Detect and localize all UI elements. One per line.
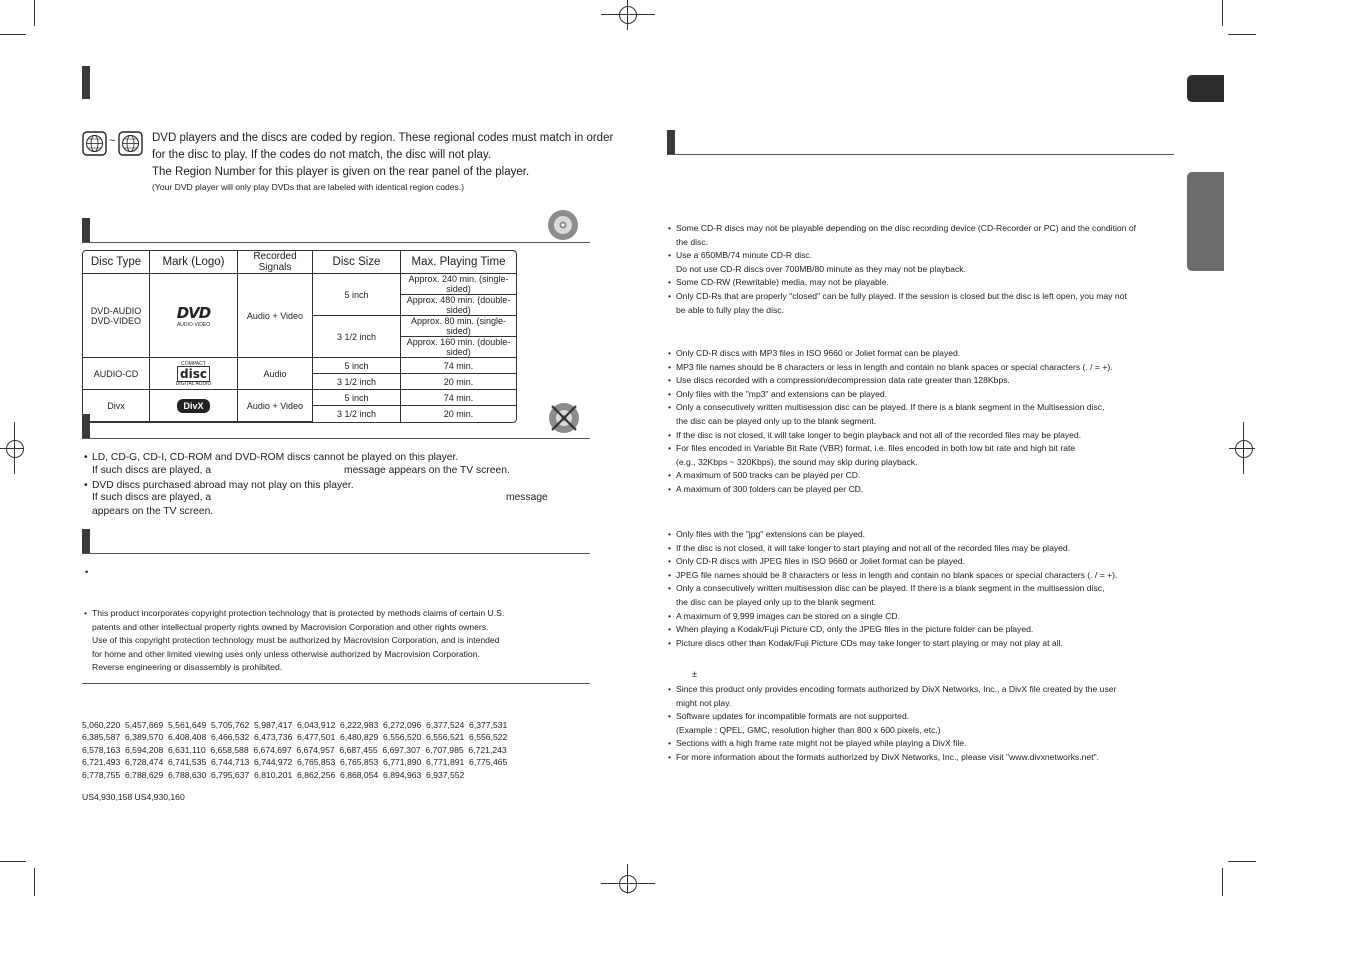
crop-mark [1222,868,1223,896]
mp3-bullet: • For files encoded in Variable Bit Rate (VBR) format, i.e. files encoded in both low bit rate and high bit rate (e.g., 32Kbps ~ 320Kbps), the sound may skip during playback. [668,443,1076,467]
registration-mark-icon [6,440,24,458]
divx-bullet: • Sections with a high frame rate might not be played while playing a DivX file. [668,738,967,749]
disc-type-cell: DVD-AUDIO DVD-VIDEO [83,274,150,358]
region-text-2: for the disc to play. If the codes do not match, the disc will not play. [152,149,491,161]
time-cell: 74 min. [401,390,516,406]
mp3-bullet: • Only CD-R discs with MP3 files in ISO 9660 or Joliet format can be played. [668,348,961,358]
section-bar [667,130,675,154]
size-cell: 5 inch [313,390,401,406]
region-text-3: The Region Number for this player is given on the rear panel of the player. [152,166,530,178]
mp3-bullet: • Only a consecutively written multisession disc can be played. If there is a blank segment in the Multisession disc, the disc can be played only up to the blank segment. [668,402,1105,426]
table-header-row [83,251,516,274]
no-disc-icon [547,401,581,435]
crop-mark [1228,34,1256,35]
unplayable-line-2b-a: If such discs are played, a [92,492,212,503]
disc-type-cell: Divx [83,390,150,422]
registration-mark-icon [1235,440,1253,458]
jpeg-bullet: • When playing a Kodak/Fuji Picture CD, only the JPEG files in the picture folder can be played. [668,624,1034,635]
table-row [83,274,516,295]
registration-line [601,14,655,15]
unplayable-line-1b-a: If such discs are played, a [92,465,212,476]
unplayable-line-2b-b: message [506,492,548,503]
section-rule [82,683,590,684]
section-bar [82,66,90,99]
time-cell: 20 min. [401,374,516,390]
jpeg-bullet: • If the disc is not closed, it will take longer to start playing and not all of the recorded files may be played. [668,542,1071,553]
region-separator: ~ [109,135,116,147]
header-mark-logo: Mark (Logo) [150,251,238,274]
section-bar [82,218,90,242]
size-cell: 5 inch [313,358,401,374]
disc-type-cell: AUDIO-CD [83,358,150,390]
mp3-bullet: • A maximum of 300 folders can be played per CD. [668,484,864,494]
header-disc-size: Disc Size [313,251,401,274]
unplayable-bullet-1: • LD, CD-G, CD-I, CD-ROM and DVD-ROM discs cannot be played on this player. [84,452,459,463]
jpeg-bullet: • A maximum of 9,999 images can be stored on a single CD. [668,610,901,621]
crop-mark [0,34,26,35]
page-tab-marker [1187,75,1224,102]
registration-line [627,864,628,894]
registration-line [627,0,628,30]
crop-mark [34,0,35,26]
registration-mark-icon [619,6,637,24]
registration-line [0,448,24,449]
us-patents: US4,930,158 US4,930,160 [82,792,185,802]
mp3-bullet: • MP3 file names should be 8 characters or less in length and contain no blank spaces or special characters (. / = +). [668,361,1113,372]
section-bar [82,529,90,553]
crop-mark [0,861,26,862]
section-bar [82,414,90,438]
mp3-bullet: • Use discs recorded with a compression/decompression data rate greater than 128Kbps. [668,375,1010,386]
macrovision-text: • This product incorporates copyright protection technology that is protected by methods claims of certain U.S. patents and other intellectual property rights owned by Macrovision Corporation and other rights owners. Use of this copyright protection technology must be authorized by Macrovision Corporation, and is intended for home and other limited viewing uses only unless otherwise authorized by Macrovision Corporation. Reverse engineering or disassembly is prohibited. [84,608,505,673]
time-cell: Approx. 480 min. (double-sided) [401,295,516,316]
disc-icon [547,209,579,241]
time-cell: 20 min. [443,409,474,419]
region-text-1: DVD players and the discs are coded by region. These regional codes must match in order [152,132,614,144]
time-cell: 74 min. [401,358,516,374]
mp3-bullet: • Only files with the "mp3" and extensions can be played. [668,388,888,399]
crop-mark [1228,861,1256,862]
size-cell: 3 1/2 inch [313,316,401,358]
signals-cell: Audio + Video [238,390,313,422]
jpeg-bullet: • Only a consecutively written multisession disc can be played. If there is a blank segment in the multisession disc, the disc can be played only up to the blank segment. [668,583,1105,607]
signals-cell: Audio + Video [238,274,313,358]
registration-line [601,883,655,884]
crop-mark [1222,0,1223,26]
dvd-logo: DVD AUDIO·VIDEO [150,274,238,358]
table-row [83,358,516,374]
cdr-bullet: • Some CD-RW (Rewritable) media, may not be playable. [668,277,889,288]
section-rule [82,438,590,439]
signals-cell: Audio [238,358,313,390]
crop-mark [34,868,35,896]
time-cell: Approx. 240 min. (single-sided) [401,274,516,295]
section-rule [82,553,590,554]
time-cell: Approx. 160 min. (double-sided) [401,337,516,358]
table-row [83,390,516,406]
divx-bullet: • Software updates for incompatible formats are not supported. (Example : QPEL, GMC, resolution higher than 800 x 600 pixels, etc.) [668,711,941,735]
jpeg-bullet: • Picture discs other than Kodak/Fuji Picture CDs may take longer to start playing or may not play at all. [668,637,1063,648]
jpeg-bullet: • Only files with the "jpg" extensions can be played. [668,529,866,539]
patent-numbers: 5,060,220 5,457,669 5,561,649 5,705,762 5,987,417 6,043,912 6,222,983 6,272,096 6,377,524 6,377,531 6,385,587 6,389,570 6,408,408 6,466,532 6,473,736 6,477,501 6,480,829 6,556,520 6,556,521 6,556,522 6,578,163 6,594,208 6,631,110 6,658,588 6,674,697 6,674,957 6,687,455 6,697,307 6,707,985 6,721,243 6,721,493 6,728,474 6,741,535 6,744,713 6,744,972 6,765,853 6,765,853 6,771,890 6,771,891 6,775,465 6,778,755 6,788,629 6,788,630 6,795,637 6,810,201 6,862,256 6,868,054 6,894,963 6,937,552 [82,719,508,780]
registration-line [14,422,15,474]
divx-bullet: • For more information about the formats authorized by DivX Networks, Inc., please visit "www.divxnetworks.net". [668,752,1100,762]
jpeg-bullet: • Only CD-R discs with JPEG files in ISO 9660 or Joliet format can be played. [668,556,965,567]
registration-line [1229,448,1255,449]
registration-mark-icon [619,875,637,893]
unplayable-line-1b-b: message appears on the TV screen. [344,465,510,476]
cdr-bullet: • Some CD-R discs may not be playable depending on the disc recording device (CD-Recorder or PC) and the condition of the disc. [668,223,1137,247]
unplayable-line-2c: appears on the TV screen. [92,506,214,517]
header-disc-type: Disc Type [83,251,150,274]
divx-symbol: ± [692,669,697,679]
divx-logo: DivX [150,390,238,422]
cdr-bullet: • Use a 650MB/74 minute CD-R disc. Do not use CD-R discs over 700MB/80 minute as they may not be playback. [668,250,966,274]
section-rule [82,242,590,243]
header-recorded-signals: Recorded Signals [238,251,313,274]
disc-types-table [82,250,517,423]
divx-bullet: • Since this product only provides encoding formats authorized by DivX Networks, Inc., a DivX file created by the user might not play. [668,684,1117,708]
size-cell: 5 inch [313,274,401,316]
header-max-playing-time: Max. Playing Time [401,251,516,274]
compact-disc-logo: COMPACT disc DIGITAL AUDIO [150,358,238,390]
region-note: (Your DVD player will only play DVDs that are labeled with identical region codes.) [152,182,465,192]
jpeg-bullet: • JPEG file names should be 8 characters or less in length and contain no blank spaces or special characters (. / = +). [668,569,1118,580]
language-tab-marker [1187,172,1224,271]
size-cell: 3 1/2 inch [313,406,401,422]
mp3-bullet: • If the disc is not closed, it will take longer to begin playback and not all of the recorded files may be played. [668,429,1082,440]
unplayable-bullet-2: • DVD discs purchased abroad may not play on this player. [84,480,354,491]
empty-bullet: • [85,567,89,578]
cdr-bullet: • Only CD-Rs that are properly "closed" can be fully played. If the session is closed but the disc is left open, you may not be able to fully play the disc. [668,291,1127,315]
section-rule [667,154,1174,155]
region-code-icons [82,131,144,162]
registration-line [1243,422,1244,474]
size-cell: 3 1/2 inch [313,374,401,390]
mp3-bullet: • A maximum of 500 tracks can be played per CD. [668,470,861,481]
time-cell: Approx. 80 min. (single-sided) [401,316,516,337]
